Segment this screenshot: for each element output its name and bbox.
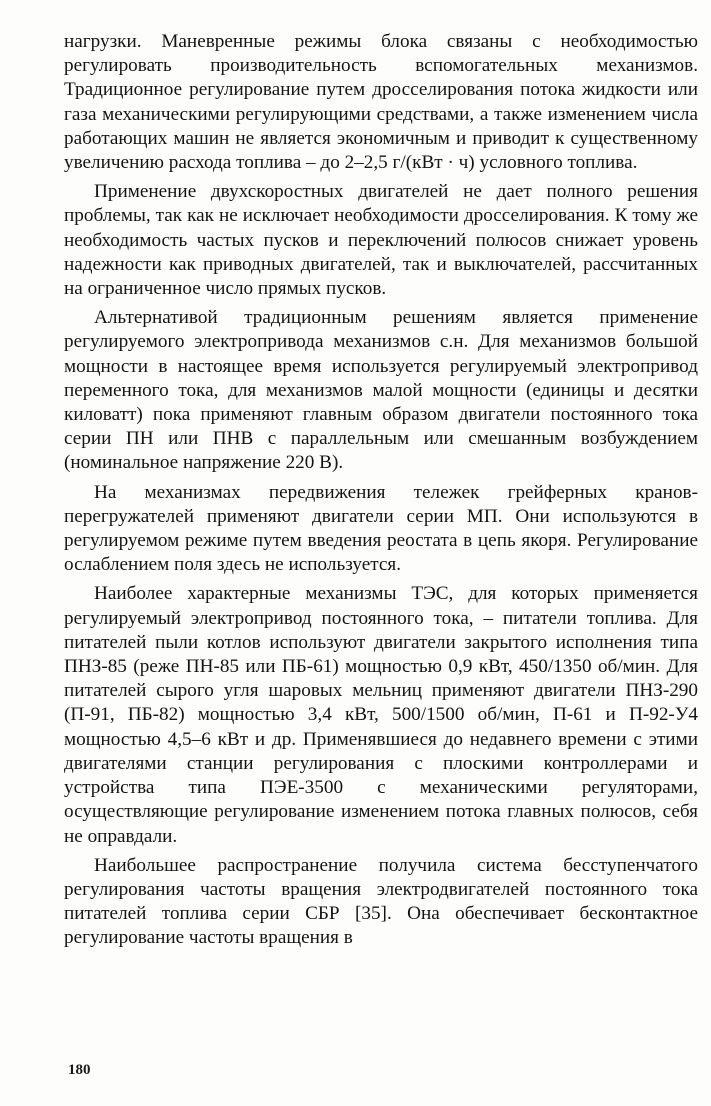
paragraph-fuel-feeders: Наиболее характерные механизмы ТЭС, для которых применяется регулируемый электропривод постоянного тока, – питатели топлива. Для питателей пыли котлов используют двигатели закрытого исполнения типа ПНЗ-85 (реже ПН-85 или ПБ-61) мощностью 0,9 кВт, 450/1350 об/мин. Для питателей сырого угля шаровых мельниц применяют двигатели ПНЗ-290 (П-91, ПБ-82) мощностью 3,4 кВт, 500/1500 об/мин, П-61 и П-92-У4 мощностью 4,5–6 кВт и др. Применявшиеся до недавнего времени с этими двигателями станции регулирования с плоскими контроллерами и устройства типа ПЭЕ-3500 с механическими регуляторами, осуществляющие регулирование изменением потока главных полюсов, себя не оправдали. [64, 583, 698, 847]
paragraph-continuation: нагрузки. Маневренные режимы блока связаны с необходимостью регулировать производительность вспомогательных механизмов. Традиционное регулирование путем дросселирования потока жидкости или газа механическими регулирующими средствами, а также изменением числа работающих машин не является экономичным и приводит к существенному увеличению расхода топлива – до 2–2,5 г/(кВт · ч) условного топлива. [64, 31, 698, 174]
paragraph-crane-mechanisms: На механизмах передвижения тележек грейферных кранов-перегружателей применяют двигатели серии МП. Они используются в регулируемом режиме путем введения реостата в цепь якоря. Регулирование ослаблением поля здесь не используется. [64, 481, 698, 576]
paragraph-sbr-system: Наибольшее распространение получила система бесступенчатого регулирования частоты вращения электродвигателей постоянного тока питателей топлива серии СБР [35]. Она обеспечивает бесконтактное регулирование частоты вращения в [64, 854, 698, 949]
page-number: 180 [68, 1062, 91, 1078]
paragraph-alternative-drive: Альтернативой традиционным решениям является применение регулируемого электропривода механизмов с.н. Для механизмов большой мощности в настоящее время используется регулируемый электропривод переменного тока, для механизмов малой мощности (единицы и десятки киловатт) пока применяют главным образом двигатели постоянного тока серии ПН или ПНВ с параллельным или смешанным возбуждением (номинальное напряжение 220 В). [64, 307, 698, 474]
paragraph-two-speed-motors: Применение двухскоростных двигателей не дает полного решения проблемы, так как не исключает необходимости дросселирования. К тому же необходимость частых пусков и переключений полюсов снижает уровень надежности как приводных двигателей, так и выключателей, рассчитанных на ограниченное число прямых пусков. [64, 181, 698, 300]
body-text [64, 30, 698, 956]
